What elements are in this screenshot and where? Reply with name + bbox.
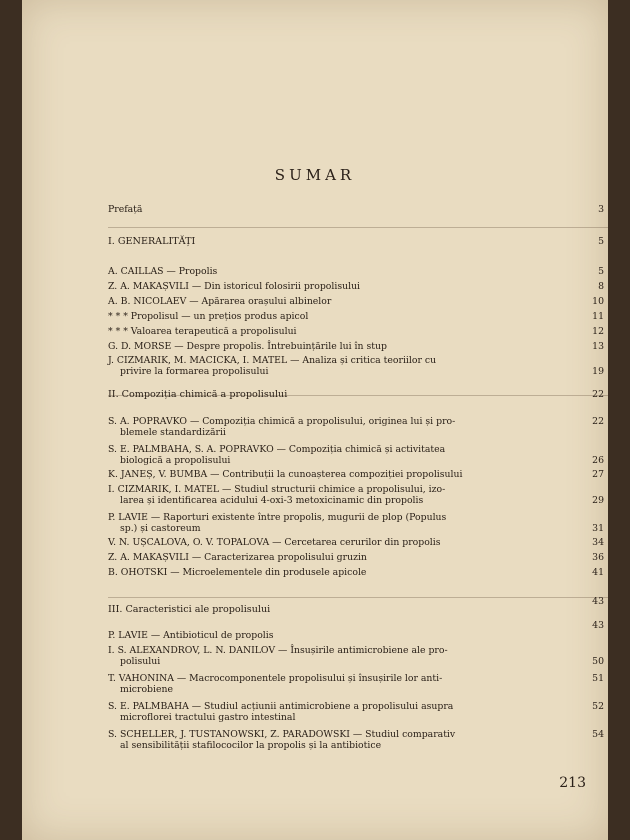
- toc-section-heading: II. Compoziția chimică a propolisului 22: [108, 389, 604, 400]
- page-title: SUMAR: [274, 166, 356, 184]
- toc-entry: I. S. ALEXANDROV, L. N. DANILOV — Însușirile antimicrobiene ale pro- polisului 50: [108, 645, 604, 667]
- toc-entry: S. E. PALMBAHA, S. A. POPRAVKO — Compoziția chimică și activitatea biologică a propolisului 26: [108, 444, 604, 466]
- toc-entry: P. LAVIE — Antibioticul de propolis 43: [108, 620, 604, 641]
- toc-entry: S. E. PALMBAHA — Studiul acțiunii antimicrobiene a propolisului asupra microflorei tractului gastro intestinal 52: [108, 701, 604, 723]
- toc-entry: * * * Valoarea terapeutică a propolisului 12: [108, 326, 604, 337]
- divider: [108, 597, 608, 598]
- book-page: [22, 0, 608, 840]
- toc-entry: Prefață 3: [108, 204, 604, 215]
- toc-entry: J. CIZMARIK, M. MACICKA, I. MATEL — Analiza și critica teoriilor cu privire la formarea propolisului 19: [108, 355, 604, 377]
- toc-entry: G. D. MORSE — Despre propolis. Întrebuințările lui în stup 13: [108, 341, 604, 352]
- page-number: 213: [559, 775, 586, 791]
- toc-section-heading: III. Caracteristici ale propolisului 43: [108, 596, 604, 615]
- toc-section-heading: I. GENERALITĂȚI 5: [108, 236, 604, 247]
- toc-entry: S. A. POPRAVKO — Compoziția chimică a propolisului, originea lui și pro- blemele standardizării 22: [108, 416, 604, 438]
- toc-entry: B. OHOTSKI — Microelementele din produsele apicole 41: [108, 567, 604, 578]
- toc-entry: Z. A. MAKAȘVILI — Din istoricul folosirii propolisului 8: [108, 281, 604, 292]
- toc-entry: T. VAHONINA — Macrocomponentele propolisului și însușirile lor anti- microbiene 51: [108, 673, 604, 695]
- toc-entry: V. N. UȘCALOVA, O. V. TOPALOVA — Cercetarea cerurilor din propolis 34: [108, 537, 604, 548]
- toc-entry: S. SCHELLER, J. TUSTANOWSKI, Z. PARADOWSKI — Studiul comparativ al sensibilității stafilococilor la propolis și la antibiotice 54: [108, 729, 604, 751]
- toc-entry: I. CIZMARIK, I. MATEL — Studiul structurii chimice a propolisului, izo- larea și identificarea acidului 4-oxi-3 metoxicinamic din propolis 29: [108, 484, 604, 506]
- toc-entry: P. LAVIE — Raporturi existente între propolis, mugurii de plop (Populus sp.) și castoreum 31: [108, 512, 604, 534]
- toc-entry: Z. A. MAKAȘVILI — Caracterizarea propolisului gruzin 36: [108, 552, 604, 563]
- divider: [108, 227, 608, 228]
- toc-entry: * * * Propolisul — un prețios produs apicol 11: [108, 311, 604, 322]
- toc-entry: K. JANEȘ, V. BUMBA — Contribuții la cunoașterea compoziției propolisului 27: [108, 469, 604, 480]
- toc-entry: A. B. NICOLAEV — Apărarea orașului albinelor 10: [108, 296, 604, 307]
- toc-entry: A. CAILLAS — Propolis 5: [108, 266, 604, 277]
